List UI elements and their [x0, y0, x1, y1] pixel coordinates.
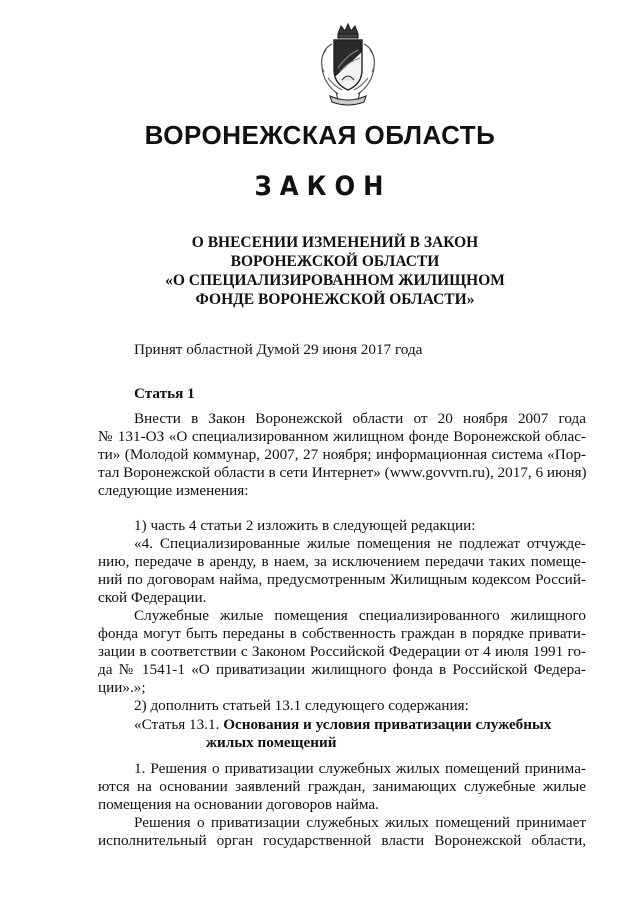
paragraph-line: 1. Решения о приватизации служебных жилых помещений принима- [134, 760, 586, 777]
coat-of-arms-icon [308, 20, 388, 112]
paragraph-line: зации в соответствии с Законом Российской Федерации от 4 июля 1991 го- [98, 643, 586, 660]
item-2: 2) дополнить статьей 13.1 следующего содержания: [134, 697, 469, 714]
paragraph-line: «4. Специализированные жилые помещения не подлежат отчужде- [134, 535, 586, 552]
title-line: «О СПЕЦИАЛИЗИРОВАННОМ ЖИЛИЩНОМ [165, 272, 505, 289]
law-title [100, 233, 570, 309]
paragraph-line: Решения о приватизации служебных жилых помещений принимает [134, 814, 586, 831]
paragraph-line: помещения на основании договоров найма. [98, 796, 379, 813]
article-13-1-title: Основания и условия приватизации служебных [223, 716, 552, 733]
paragraph-line: ской Федерации. [98, 589, 207, 606]
paragraph-line: ти» (Молодой коммунар, 2007, 27 ноября; информационная система «Пор- [98, 446, 586, 463]
document-type-heading: ЗАКОН [254, 171, 392, 202]
article-13-1-heading [134, 716, 551, 734]
region-heading: ВОРОНЕЖСКАЯ ОБЛАСТЬ [144, 120, 496, 150]
title-line: ФОНДЕ ВОРОНЕЖСКОЙ ОБЛАСТИ» [195, 291, 475, 308]
paragraph-line: нию, передаче в аренду, в наем, за исключением передачи таких помеще- [98, 553, 586, 570]
paragraph-line: ются на основании заявлений граждан, занимающих служебные жилые [98, 778, 586, 795]
article-13-1-title-cont: жилых помещений [206, 734, 337, 751]
paragraph-line: ний по договорам найма, предусмотренным Жилищным кодексом Россий- [98, 571, 586, 588]
paragraph-line: ции».»; [98, 679, 146, 696]
paragraph-line: № 131-ОЗ «О специализированном жилищном фонде Воронежской облас- [98, 428, 586, 445]
paragraph-line: Служебные жилые помещения специализированного жилищного [134, 607, 586, 624]
article-13-1-prefix: «Статья 13.1. [134, 716, 220, 733]
paragraph-line: следующие изменения: [98, 482, 249, 499]
item-1: 1) часть 4 статьи 2 изложить в следующей редакции: [134, 517, 476, 534]
title-line: ВОРОНЕЖСКОЙ ОБЛАСТИ [230, 253, 440, 270]
paragraph-line: фонда могут быть переданы в собственность граждан в порядке привати- [98, 625, 586, 642]
adoption-date: Принят областной Думой 29 июня 2017 года [134, 341, 423, 358]
title-line: О ВНЕСЕНИИ ИЗМЕНЕНИЙ В ЗАКОН [191, 234, 479, 251]
paragraph-line: тал Воронежской области в сети Интернет» (www.govvrn.ru), 2017, 6 июня) [98, 464, 587, 481]
paragraph-line: да № 1541-1 «О приватизации жилищного фонда в Российской Федера- [98, 661, 586, 678]
paragraph-line: Внести в Закон Воронежской области от 20 ноября 2007 года [134, 410, 586, 427]
article-heading: Статья 1 [134, 385, 195, 402]
paragraph-line: исполнительный орган государственной власти Воронежской области, [98, 832, 586, 849]
